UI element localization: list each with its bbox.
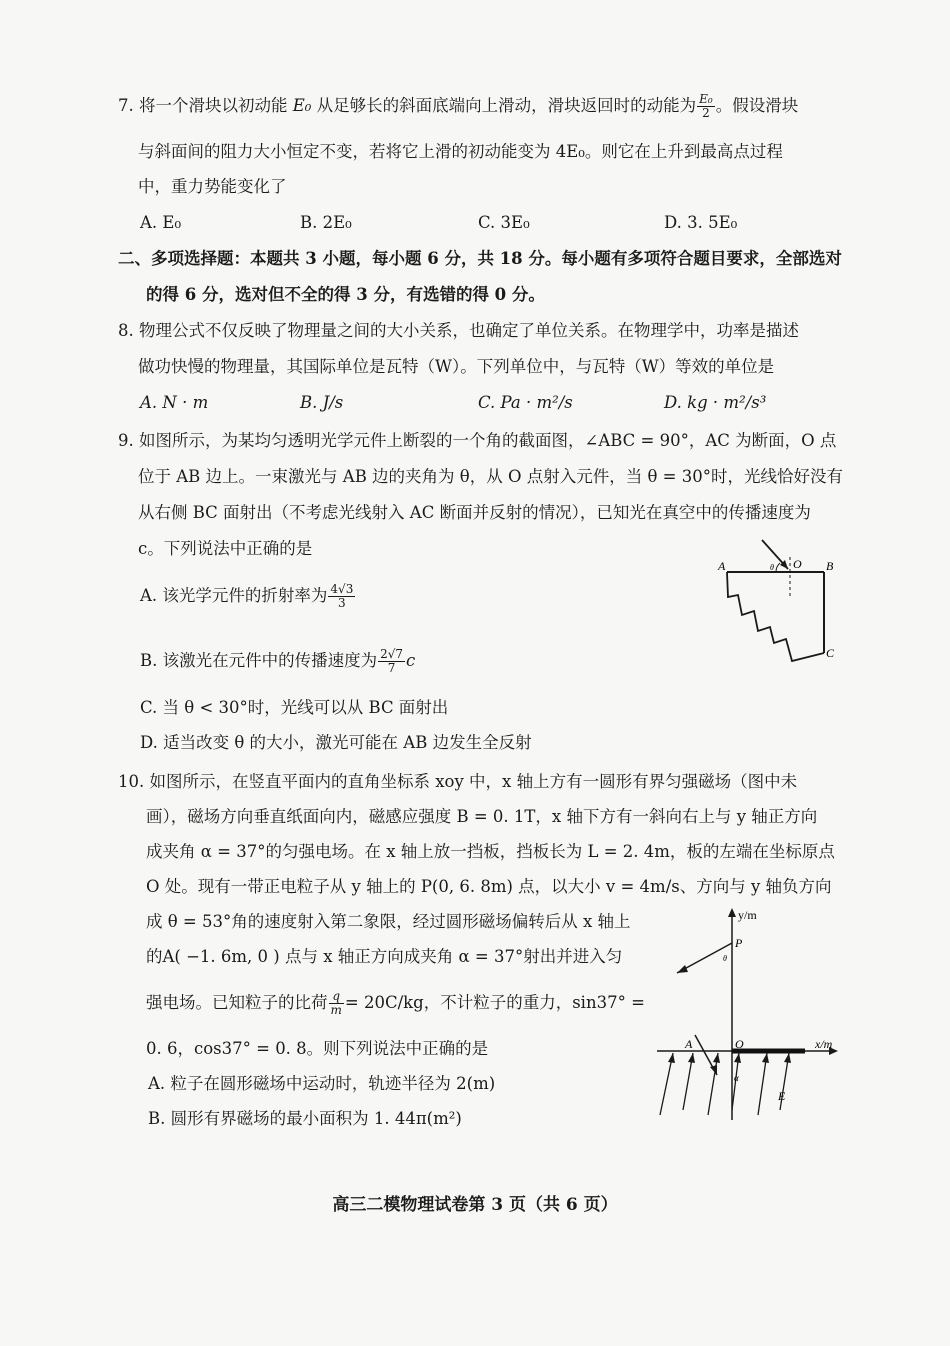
field-arrow-3 <box>713 1053 720 1063</box>
theta-arc <box>776 563 780 572</box>
q9-line2: 位于 AB 边上。一束激光与 AB 边的夹角为 θ，从 O 点射入元件，当 θ = 30°时，光线恰好没有 <box>138 467 843 486</box>
q9-option-b[interactable]: B. 该激光在元件中的传播速度为 $\frac{2√7}{7}$ c <box>140 647 416 675</box>
field-arrow-2 <box>688 1053 695 1063</box>
q9-line3: 从右侧 BC 面射出（不考虑光线射入 AC 断面并反射的情况），已知光在真空中的传播速度为 <box>138 503 811 522</box>
q9-optB-fraction: $\frac{2√7}{7}$ <box>380 647 404 675</box>
ac-broken-edge <box>727 572 824 661</box>
field-arrow-4 <box>734 1053 741 1063</box>
page-footer: 高三二模物理试卷第 3 页（共 6 页） <box>332 1195 618 1215</box>
q8-line2: 做功快慢的物理量，其国际单位是瓦特（W）。下列单位中，与瓦特（W）等效的单位是 <box>138 357 775 376</box>
field-arrowheads <box>668 1053 791 1063</box>
q8-option-a[interactable]: A. N · m <box>140 393 209 412</box>
section2-line2: 的得 6 分，选对但不全的得 3 分，有选错的得 0 分。 <box>146 285 545 304</box>
q9-line4: c。下列说法中正确的是 <box>138 539 313 558</box>
q7-option-a[interactable]: A. E₀ <box>140 213 182 232</box>
q10-charge-ratio: $\frac{q}{m}$ <box>330 989 342 1017</box>
q10-line1: 10. 如图所示，在竖直平面内的直角坐标系 xoy 中，x 轴上方有一圆形有界匀强磁场（图中未 <box>118 772 798 791</box>
q7-line1: 7. 将一个滑块以初动能 E₀ 从足够长的斜面底端向上滑动，滑块返回时的动能为 $\frac{\text{E₀}}{2}$ 。假设滑块 <box>118 92 799 120</box>
label-a: A <box>685 1037 693 1051</box>
q9-option-d[interactable]: D. 适当改变 θ 的大小，激光可能在 AB 边发生全反射 <box>140 733 532 752</box>
label-o: O <box>793 557 802 571</box>
q10-line2: 画），磁场方向垂直纸面向内，磁感应强度 B = 0. 1T，x 轴下方有一斜向右上与 y 轴正方向 <box>146 807 818 826</box>
label-p: P <box>735 936 743 950</box>
q10-option-b[interactable]: B. 圆形有界磁场的最小面积为 1. 44π(m²) <box>148 1109 462 1128</box>
label-b: B <box>826 559 834 573</box>
q8-option-b[interactable]: B. J/s <box>300 393 344 412</box>
q9-option-a[interactable]: A. 该光学元件的折射率为 $\frac{4√3}{3}$ <box>140 582 354 610</box>
label-c: C <box>826 646 835 660</box>
q10-line5: 成 θ = 53°角的速度射入第二象限，经过圆形磁场偏转后从 x 轴上 <box>146 912 631 931</box>
label-a: A <box>718 559 726 573</box>
section2-line1: 二、多项选择题：本题共 3 小题，每小题 6 分，共 18 分。每小题有多项符合题目要求，全部选对 <box>118 249 842 268</box>
q10-option-a[interactable]: A. 粒子在圆形磁场中运动时，轨迹半径为 2(m) <box>148 1074 496 1093</box>
q7-option-c[interactable]: C. 3E₀ <box>478 213 530 232</box>
q10-line4: O 处。现有一带正电粒子从 y 轴上的 P(0, 6. 8m) 点，以大小 v = 4m/s、方向与 y 轴负方向 <box>146 877 832 896</box>
label-o: O <box>735 1037 744 1051</box>
q7-option-d[interactable]: D. 3. 5E₀ <box>664 213 738 232</box>
label-alpha: α <box>734 1073 739 1083</box>
q7-line3: 中，重力势能变化了 <box>138 177 287 196</box>
q10-line3: 成夹角 α = 37°的匀强电场。在 x 轴上放一挡板，挡板长为 L = 2. 4m，板的左端在坐标原点 <box>146 842 835 861</box>
q9-optical-diagram <box>712 535 847 670</box>
q7-fraction: $\frac{\text{E₀}}{2}$ <box>699 92 713 120</box>
y-axis-arrow <box>728 908 736 917</box>
q7-line2: 与斜面间的阻力大小恒定不变，若将它上滑的初动能变为 4E₀。则它在上升到最高点过程 <box>138 142 783 161</box>
q9-optA-fraction: $\frac{4√3}{3}$ <box>330 582 354 610</box>
y-axis-label: y/m <box>738 908 757 922</box>
label-theta: θ <box>770 563 774 572</box>
label-theta: θ <box>723 954 727 963</box>
velocity-arrowhead <box>677 965 688 973</box>
field-arrow-6 <box>784 1053 791 1063</box>
label-e: E <box>778 1089 786 1103</box>
q10-line7: 强电场。已知粒子的比荷 $\frac{q}{m}$ = 20C/kg，不计粒子的重力，sin37° = <box>146 989 645 1017</box>
q8-option-c[interactable]: C. Pa · m²/s <box>478 393 573 412</box>
q8-option-d[interactable]: D. kg · m²/s³ <box>664 393 767 412</box>
electric-field-lines <box>660 1053 789 1115</box>
q9-option-c[interactable]: C. 当 θ < 30°时，光线可以从 BC 面射出 <box>140 698 449 717</box>
q10-line8: 0. 6，cos37° = 0. 8。则下列说法中正确的是 <box>146 1039 489 1058</box>
field-arrow-1 <box>668 1053 675 1063</box>
q9-line1: 9. 如图所示，为某均匀透明光学元件上断裂的一个角的截面图，∠ABC = 90°，AC 为断面，O 点 <box>118 431 837 450</box>
q10-line6: 的A( −1. 6m, 0 ) 点与 x 轴正方向成夹角 α = 37°射出并进入匀 <box>146 947 623 966</box>
q7-option-b[interactable]: B. 2E₀ <box>300 213 352 232</box>
x-axis-label: x/m <box>815 1037 833 1051</box>
q10-field-diagram <box>655 905 845 1125</box>
field-arrow-5 <box>762 1053 769 1063</box>
q8-line1: 8. 物理公式不仅反映了物理量之间的大小关系，也确定了单位关系。在物理学中，功率是描述 <box>118 321 799 340</box>
